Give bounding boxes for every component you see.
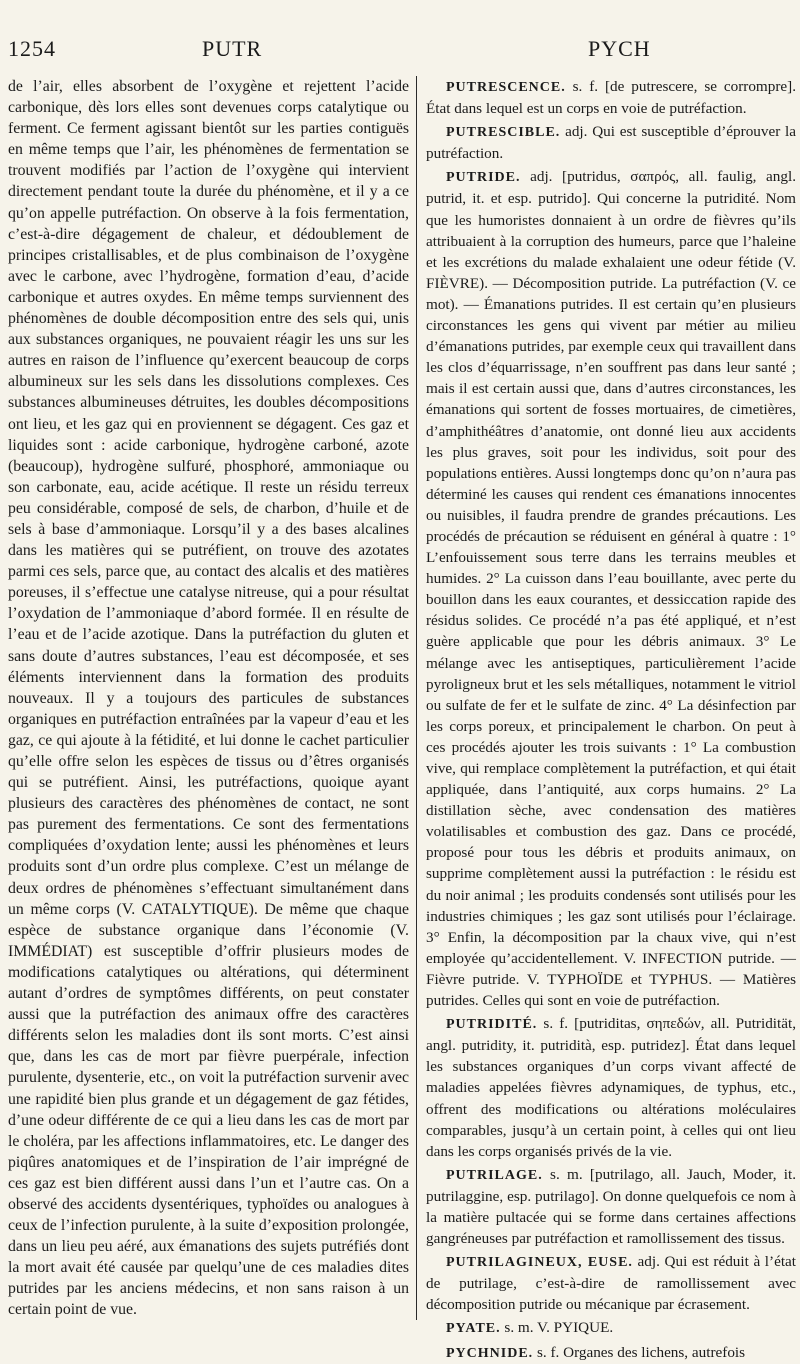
entry-body: adj. Qui est réduit à l’état de putrilage, c’est-à-dire de ramollissement avec décomposition putride ou mécanique par écrasement. bbox=[426, 1253, 797, 1314]
entry-body: s. m. [putrilago, all. Jauch, Moder, it. putrilaggine, esp. putrilago]. On donne quelquefois ce nom à la matière pultacée qui se forme dans certaines affections gangréneuses par putréfaction et ramollissement des tissus. bbox=[426, 1165, 797, 1248]
entry-body: s. f. Organes des lichens, autrefois bbox=[536, 1343, 746, 1361]
dictionary-entry bbox=[426, 1342, 796, 1364]
dictionary-entry bbox=[426, 1251, 796, 1315]
entry-headword: PUTRIDITÉ. bbox=[446, 1017, 538, 1033]
dictionary-entry bbox=[426, 76, 796, 119]
dictionary-entry bbox=[426, 1013, 796, 1162]
entry-headword: PUTRESCENCE. bbox=[446, 80, 566, 95]
entry-body: adj. [putridus, σαπρός, all. faulig, angl. putrid, it. et esp. putrido]. Qui concerne la putridité. Nom que les humoristes donnaient à un ordre de fièvres qu’ils attribuaient à la corruption des humeurs, parce que l’haleine et les excrétions du malade exhalaient une odeur fétide (V. FIÈVRE). — Décomposition putride. La putréfaction (V. ce mot). — Émanations putrides. Il est certain qu’en plusieurs circonstances les gens qui vivent par métier au milieu d’émanations putrides, par exemple ceux qui travaillent dans les clos d’équarrissage, n’en souffrent pas dans leur santé ; mais il est certain aussi que, dans d’autres circonstances, les émanations qui sortent de fosses mortuaires, de cimetières, d’amphithéâtres d’anatomie, ont donné lieu aux accidents les plus graves, soit pour les individus, soit pour des populations entières. Aussi longtemps donc qu’on n’aura pas déterminé les causes qui rendent ces émanations innocentes ou nuisibles, il faudra prendre de grandes précautions. Les procédés de précaution se réduisent en général à quatre : 1° L’enfouissement sous terre dans les terrains meubles et humides. 2° La cuisson dans l’eau bouillante, avec perte du bouillon dans les eaux courantes, et dessiccation rapide des résidus solides. Ce procédé n’a pas été appliqué, et n’est guère applicable que pour les débris animaux. 3° Le mélange avec les antiseptiques, particulièrement l’acide pyroligneux brut et les sels métalliques, notamment le vitriol ou sulfate de fer et le sulfate de zinc. 4° La désinfection par les corps poreux, et principalement le charbon. On peut à ces procédés ajouter les trois suivants : 1° La combustion vive, qui remplace complètement la putréfaction, et qui était appliquée, dans l’antiquité, aux corps humains. 2° La distillation sèche, avec condensation des matières volatilisables et combustion des gaz. Dans ce procédé, proposé pour tous les débris et produits animaux, on supprime complètement aussi la putréfaction : le résidu est du noir animal ; les produits condensés sont utilisés pour les industries chimiques ; les gaz sont utilisés pour l’éclairage. 3° Enfin, la décomposition par la chaux vive, qui n’est employée qu’accidentellement. V. INFECTION putride. — Fièvre putride. V. TYPHOÏDE et TYPHUS. — Matières putrides. Celles qui sont en voie de putréfaction. bbox=[426, 168, 796, 1010]
running-head-left: PUTR bbox=[202, 36, 263, 61]
left-column bbox=[8, 76, 409, 1326]
running-head-right: PYCH bbox=[588, 36, 651, 61]
entry-body: s. f. [de putrescere, se corrompre]. État dans lequel est un corps en voie de putréfaction. bbox=[426, 78, 796, 118]
dictionary-entry bbox=[426, 166, 796, 1011]
entry-body: s. f. [putriditas, σηπεδών, all. Putridität, angl. putridity, it. putridità, esp. putridez]. État dans lequel les substances organiques d’un corps vivant affecté de maladies appelées fièvres adynamiques, de typhus, etc., offrent des modifications ou altérations moléculaires comparables, jusqu’à un certain point, à celles qui ont lieu dans les corps organisés privés de la vie. bbox=[426, 1015, 796, 1160]
dictionary-entry bbox=[426, 1317, 796, 1339]
dictionary-entry bbox=[426, 121, 796, 164]
entry-headword: PYCHNIDE. bbox=[446, 1345, 534, 1361]
column-divider bbox=[416, 76, 417, 1320]
page-number: 1254 bbox=[8, 36, 56, 61]
entry-headword: PUTRIDE. bbox=[446, 170, 521, 186]
entry-headword: PUTRESCIBLE. bbox=[446, 125, 561, 141]
entry-headword: PUTRILAGE. bbox=[446, 1167, 543, 1183]
dictionary-entry bbox=[426, 1164, 796, 1249]
entry-headword: PYATE. bbox=[446, 1321, 501, 1337]
page-header bbox=[0, 22, 800, 62]
entry-body: s. m. V. PYIQUE. bbox=[504, 1319, 614, 1337]
right-column bbox=[426, 76, 797, 1361]
left-column-text: de l’air, elles absorbent de l’oxygène et rejettent l’acide carbonique, dès lors elles sont devenues corps catalytique ou ferment. Ce ferment agissant bientôt sur les parties contiguës en même temps que l’air, les phénomènes de fermentation se trouvent modifiés par l’action de l’oxygène qui intervient directement pendant toute la durée du phénomène, et il y a ce qu’on appelle putréfaction. On observe à la fois fermentation, c’est-à-dire dégagement de chaleur, et dédoublement de principes cristallisables, et de plus combinaison de l’oxygène avec le carbone, avec l’hydrogène, formation d’eau, d’acide carbonique et autres oxydes. En même temps surviennent des phénomènes de double décomposition entre des sels qui, unis aux substances organiques, ne pouvaient réagir les uns sur les autres en raison de l’influence qu’exercent beaucoup de corps albumineux sur les sels dans les dissolutions complexes. Ces substances albumineuses détruites, les doubles décompositions ont lieu, et les gaz qui en proviennent se dégagent. Ces gaz et liquides sont : acide carbonique, hydrogène carboné, azote (beaucoup), hydrogène sulfuré, phosphoré, ammoniaque ou son carbonate, eau, acide acétique. Il reste un résidu terreux peu considérable, composé de sels, de charbon, d’huile et de sels à base d’ammoniaque. Lorsqu’il y a des bases alcalines dans les matières qui se putréfient, on trouve des azotates parmi ces sels, parce que, au contact des alcalis et des matières poreuses, il s’effectue une catalyse nitreuse, qui a pour résultat l’oxydation de l’ammoniaque d’abord formée. Il en résulte de l’eau et de l’acide azotique. Dans la putréfaction du gluten et sans doute d’autres substances, l’eau est décomposée, et ses éléments interviennent dans la formation des produits nouveaux. Il y a toujours des particules de substances organiques en putréfaction entraînées par la vapeur d’eau et les gaz, ce qui ajoute à la fétidité, et lui donne le cachet particulier qu’elle offre selon les espèces de tissus ou d’êtres organisés qui se putréfient. Ainsi, les putréfactions, quoique ayant plusieurs des caractères des phénomènes de contact, ne sont pas purement des fermentations. Ce sont des fermentations compliquées d’oxydation lente; aussi les phénomènes et leurs produits sont d’un ordre plus complexe. C’est un mélange de deux ordres de phénomènes s’effectuant simultanément dans un même corps (V. CATALYTIQUE). De même que chaque espèce de substance organique dans l’économie (V. IMMÉDIAT) est susceptible d’offrir plusieurs modes de modifications catalytiques ou altérations, qui déterminent autant d’ordres de symptômes différents, on peut constater aussi que la putréfaction des animaux offre des caractères différents selon les maladies dont ils sont morts. C’est ainsi que, dans les cas de mort par fièvre puerpérale, infection purulente, dysenterie, etc., on voit la putréfaction survenir avec une rapidité bien plus grande et un dégagement de gaz fétides, d’une odeur différente de ce qui a lieu dans les cas de mort par le choléra, par les affections inflammatoires, etc. Le danger des piqûres anatomiques et de l’inspiration de l’air imprégné de ces gaz est bien différent aussi dans l’un et l’autre cas. On a observé des accidents dysentériques, typhoïdes ou analogues à ceux de l’infection purulente, à la suite d’exposition prolongée, dans un lieu peu aéré, aux émanations des sujets putréfiés dont la mort avait été causée par quelqu’une de ces maladies dites putrides par les anciens médecins, et non sans raison à un certain point de vue. bbox=[8, 78, 409, 1319]
entry-headword: PUTRILAGINEUX, EUSE. bbox=[446, 1255, 633, 1271]
entry-body: adj. Qui est susceptible d’éprouver la putréfaction. bbox=[426, 123, 797, 163]
